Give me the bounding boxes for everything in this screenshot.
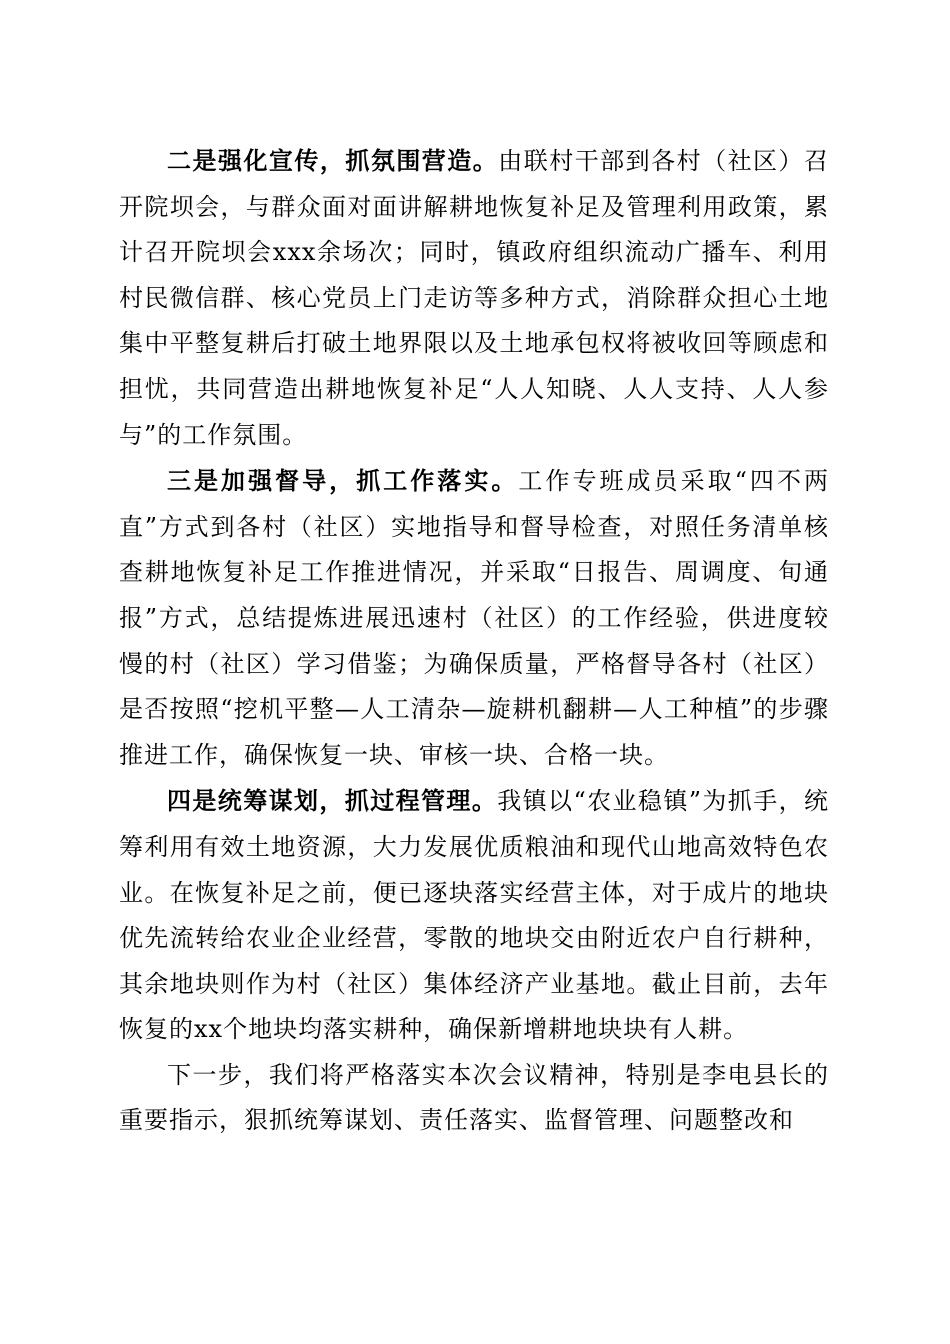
paragraph-text: 下一步，我们将严格落实本次会议精神，特别是李电县长的重要指示，狠抓统筹谋划、责任落实、监督管理、问题整改和 <box>119 1060 829 1135</box>
paragraph-text: 我镇以“农业稳镇”为抓手，统筹利用有效土地资源，大力发展优质粮油和现代山地高效特色农业。在恢复补足之前，便已逐块落实经营主体，对于成片的地块优先流转给农业企业经营，零散的地块交由附近农户自行耕种，其余地块则作为村（社区）集体经济产业基地。截止目前，去年恢复的xx个地块均落实耕种，确保新增耕地块块有人耕。 <box>119 787 829 1044</box>
paragraph-next-steps <box>119 1053 829 1144</box>
document-body <box>119 138 829 1144</box>
paragraph-planning <box>119 778 829 1053</box>
paragraph-text: 由联村干部到各村（社区）召开院坝会，与群众面对面讲解耕地恢复补足及管理利用政策，累计召开院坝会xxx余场次；同时，镇政府组织流动广播车、利用村民微信群、核心党员上门走访等多种方式，消除群众担心土地集中平整复耕后打破土地界限以及土地承包权将被收回等顾虑和担忧，共同营造出耕地恢复补足“人人知晓、人人支持、人人参与”的工作氛围。 <box>119 147 830 449</box>
paragraph-supervision <box>119 458 829 778</box>
paragraph-text: 工作专班成员采取“四不两直”方式到各村（社区）实地指导和督导检查，对照任务清单核查耕地恢复补足工作推进情况，并采取“日报告、周调度、旬通报”方式，总结提炼进展迅速村（社区）的工作经验，供进度较慢的村（社区）学习借鉴；为确保质量，严格督导各村（社区）是否按照“挖机平整—人工清杂—旋耕机翻耕—人工种植”的步骤推进工作，确保恢复一块、审核一块、合格一块。 <box>119 467 829 769</box>
paragraph-heading: 三是加强督导，抓工作落实。 <box>167 466 519 496</box>
paragraph-heading: 四是统筹谋划，抓过程管理。 <box>167 786 498 816</box>
paragraph-heading: 二是强化宣传，抓氛围营造。 <box>167 146 499 175</box>
paragraph-publicity <box>119 138 829 458</box>
